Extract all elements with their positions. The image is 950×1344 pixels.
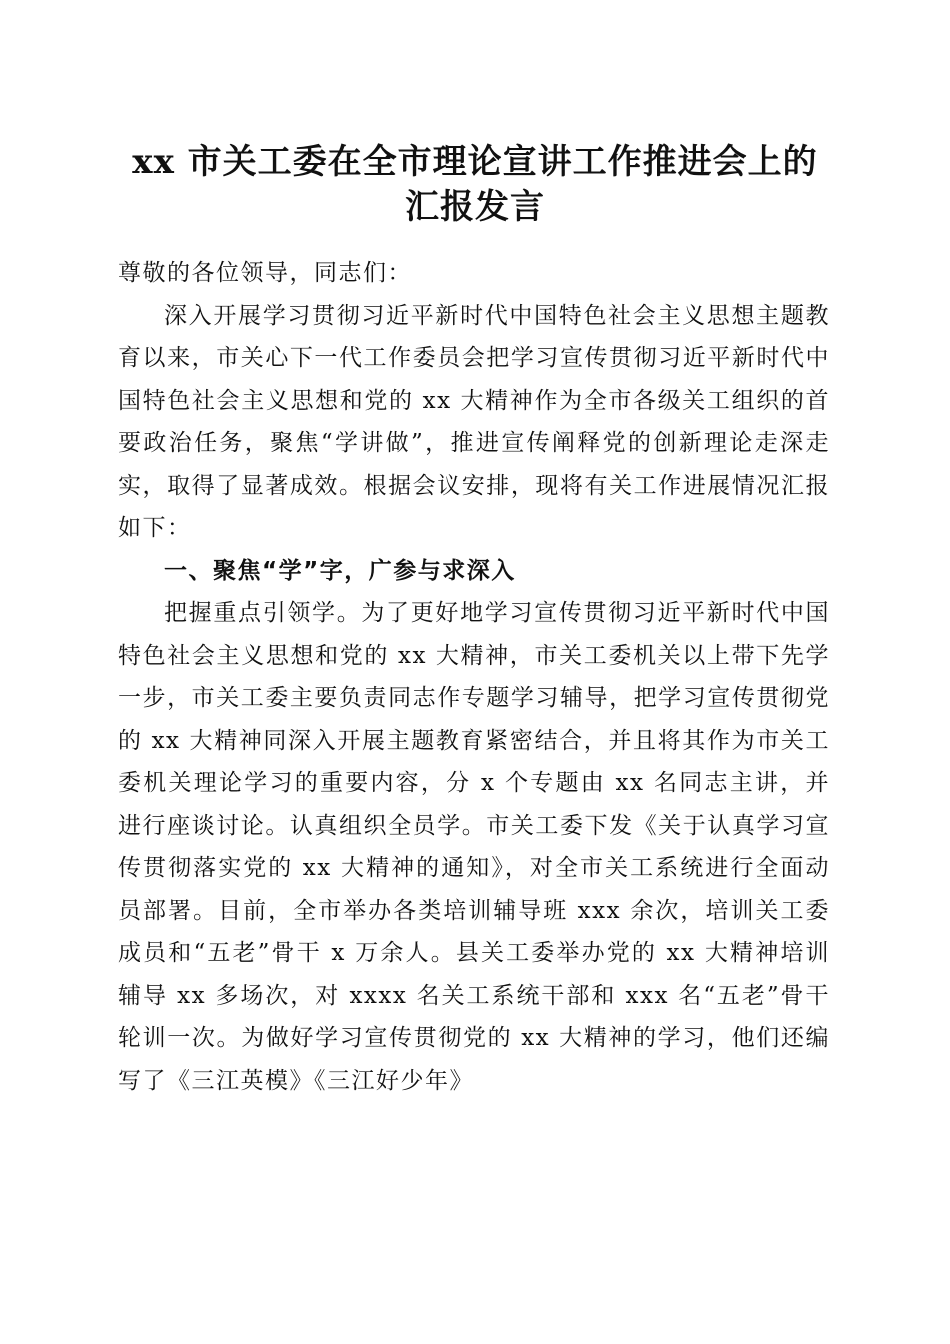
section-1-heading: 一、聚焦“学”字，广参与求深入 — [164, 557, 516, 584]
intro-paragraph: 深入开展学习贯彻习近平新时代中国特色社会主义思想主题教育以来，市关心下一代工作委员会把学习宣传贯彻习近平新时代中国特色社会主义思想和党的 xx 大精神作为全市各级关工组织的首要政治任务，聚焦“学讲做”，推进宣传阐释党的创新理论走深走实，取得了显著成效。根据会议安排，现将有关工作进展情况汇报如下： — [118, 302, 830, 541]
document-title-line-1: xx 市关工委在全市理论宣讲工作推进会上的 — [132, 142, 818, 182]
document-title-line-2: 汇报发言 — [405, 187, 545, 227]
section-1-paragraph: 把握重点引领学。为了更好地学习宣传贯彻习近平新时代中国特色社会主义思想和党的 xx 大精神，市关工委机关以上带下先学一步，市关工委主要负责同志作专题学习辅导，把学习宣传贯彻党的 xx 大精神同深入开展主题教育紧密结合，并且将其作为市关工委机关理论学习的重要内容，分 x 个专题由 xx 名同志主讲，并进行座谈讨论。认真组织全员学。市关工委下发《关于认真学习宣传贯彻落实党的 xx 大精神的通知》，对全市关工系统进行全面动员部署。目前，全市举办各类培训辅导班 xxx 余次，培训关工委成员和“五老”骨干 x 万余人。县关工委举办党的 xx 大精神培训辅导 xx 多场次，对 xxxx 名关工系统干部和 xxx 名“五老”骨干轮训一次。为做好学习宣传贯彻党的 xx 大精神的学习，他们还编写了《三江英模》《三江好少年》 — [118, 600, 830, 1094]
salutation: 尊敬的各位领导，同志们： — [118, 260, 412, 286]
document-body — [118, 252, 830, 1102]
